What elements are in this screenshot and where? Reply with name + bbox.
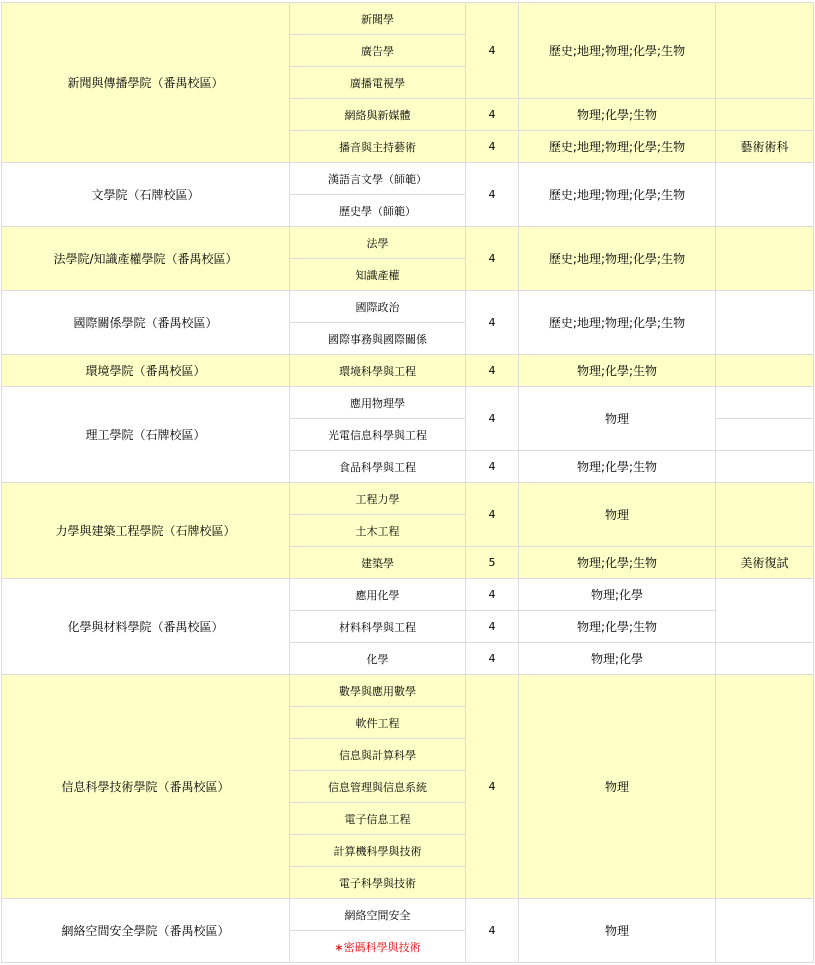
note-cell bbox=[716, 675, 814, 899]
subjects-cell: 物理;化學 bbox=[519, 579, 716, 611]
college-cell: 法學院/知識產權學院（番禺校區） bbox=[2, 227, 290, 291]
major-cell: 國際事務與國際關係 bbox=[290, 323, 466, 355]
major-cell: 法學 bbox=[290, 227, 466, 259]
major-cell: 信息與計算科學 bbox=[290, 739, 466, 771]
major-cell: 知識產權 bbox=[290, 259, 466, 291]
years-cell: 4 bbox=[466, 643, 519, 675]
years-cell: 5 bbox=[466, 547, 519, 579]
note-cell bbox=[716, 291, 814, 355]
note-cell bbox=[716, 483, 814, 547]
years-cell: 4 bbox=[466, 131, 519, 163]
major-cell: 信息管理與信息系統 bbox=[290, 771, 466, 803]
major-cell: 工程力學 bbox=[290, 483, 466, 515]
major-cell: 電子信息工程 bbox=[290, 803, 466, 835]
years-cell: 4 bbox=[466, 355, 519, 387]
college-cell: 力學與建築工程學院（石牌校區） bbox=[2, 483, 290, 579]
major-cell: 軟件工程 bbox=[290, 707, 466, 739]
major-cell-highlighted: ∗密碼科學與技術 bbox=[290, 931, 466, 963]
note-cell bbox=[716, 643, 814, 675]
subjects-cell: 物理;化學;生物 bbox=[519, 99, 716, 131]
major-cell: 化學 bbox=[290, 643, 466, 675]
note-cell bbox=[716, 99, 814, 131]
majors-table bbox=[1, 2, 814, 963]
major-cell: 材料科學與工程 bbox=[290, 611, 466, 643]
major-cell: 光電信息科學與工程 bbox=[290, 419, 466, 451]
note-cell bbox=[716, 163, 814, 227]
note-cell bbox=[716, 387, 814, 419]
years-cell: 4 bbox=[466, 899, 519, 963]
table-row bbox=[2, 163, 814, 195]
subjects-cell: 物理;化學;生物 bbox=[519, 611, 716, 643]
table-row bbox=[2, 675, 814, 707]
major-cell: 網絡與新媒體 bbox=[290, 99, 466, 131]
major-cell: 廣播電視學 bbox=[290, 67, 466, 99]
table-row bbox=[2, 483, 814, 515]
college-cell: 信息科學技術學院（番禺校區） bbox=[2, 675, 290, 899]
years-cell: 4 bbox=[466, 483, 519, 547]
major-cell: 建築學 bbox=[290, 547, 466, 579]
college-cell: 理工學院（石牌校區） bbox=[2, 387, 290, 483]
table-row bbox=[2, 227, 814, 259]
years-cell: 4 bbox=[466, 3, 519, 99]
major-cell: 漢語言文學（師範） bbox=[290, 163, 466, 195]
subjects-cell: 物理;化學;生物 bbox=[519, 547, 716, 579]
note-cell bbox=[716, 227, 814, 291]
note-cell bbox=[716, 419, 814, 451]
table-row bbox=[2, 3, 814, 35]
college-cell: 網絡空間安全學院（番禺校區） bbox=[2, 899, 290, 963]
note-cell bbox=[716, 3, 814, 99]
table-row bbox=[2, 291, 814, 323]
subjects-cell: 歷史;地理;物理;化學;生物 bbox=[519, 163, 716, 227]
college-cell: 新聞與傳播學院（番禺校區） bbox=[2, 3, 290, 163]
years-cell: 4 bbox=[466, 387, 519, 451]
major-cell: 食品科學與工程 bbox=[290, 451, 466, 483]
years-cell: 4 bbox=[466, 611, 519, 643]
major-cell: 網絡空間安全 bbox=[290, 899, 466, 931]
major-cell: 國際政治 bbox=[290, 291, 466, 323]
note-cell bbox=[716, 355, 814, 387]
years-cell: 4 bbox=[466, 227, 519, 291]
subjects-cell: 歷史;地理;物理;化學;生物 bbox=[519, 131, 716, 163]
college-cell: 環境學院（番禺校區） bbox=[2, 355, 290, 387]
college-cell: 化學與材料學院（番禺校區） bbox=[2, 579, 290, 675]
years-cell: 4 bbox=[466, 99, 519, 131]
subjects-cell: 物理;化學 bbox=[519, 643, 716, 675]
table-row bbox=[2, 579, 814, 611]
subjects-cell: 物理 bbox=[519, 899, 716, 963]
major-cell: 電子科學與技術 bbox=[290, 867, 466, 899]
subjects-cell: 歷史;地理;物理;化學;生物 bbox=[519, 291, 716, 355]
major-cell: 應用化學 bbox=[290, 579, 466, 611]
subjects-cell: 物理;化學;生物 bbox=[519, 355, 716, 387]
subjects-cell: 歷史;地理;物理;化學;生物 bbox=[519, 3, 716, 99]
years-cell: 4 bbox=[466, 579, 519, 611]
major-cell: 播音與主持藝術 bbox=[290, 131, 466, 163]
years-cell: 4 bbox=[466, 451, 519, 483]
years-cell: 4 bbox=[466, 163, 519, 227]
table-row bbox=[2, 899, 814, 931]
note-cell: 美術復試 bbox=[716, 547, 814, 579]
subjects-cell: 歷史;地理;物理;化學;生物 bbox=[519, 227, 716, 291]
note-cell: 藝術術科 bbox=[716, 131, 814, 163]
table-row bbox=[2, 387, 814, 419]
subjects-cell: 物理 bbox=[519, 387, 716, 451]
subjects-cell: 物理 bbox=[519, 675, 716, 899]
major-cell: 應用物理學 bbox=[290, 387, 466, 419]
note-cell bbox=[716, 451, 814, 483]
subjects-cell: 物理 bbox=[519, 483, 716, 547]
major-cell: 數學與應用數學 bbox=[290, 675, 466, 707]
major-cell: 廣告學 bbox=[290, 35, 466, 67]
note-cell bbox=[716, 899, 814, 963]
note-cell bbox=[716, 579, 814, 643]
years-cell: 4 bbox=[466, 675, 519, 899]
college-cell: 文學院（石牌校區） bbox=[2, 163, 290, 227]
college-cell: 國際關係學院（番禺校區） bbox=[2, 291, 290, 355]
table-row bbox=[2, 355, 814, 387]
years-cell: 4 bbox=[466, 291, 519, 355]
major-cell: 歷史學（師範） bbox=[290, 195, 466, 227]
subjects-cell: 物理;化學;生物 bbox=[519, 451, 716, 483]
major-cell: 計算機科學與技術 bbox=[290, 835, 466, 867]
major-cell: 新聞學 bbox=[290, 3, 466, 35]
major-cell: 環境科學與工程 bbox=[290, 355, 466, 387]
major-cell: 土木工程 bbox=[290, 515, 466, 547]
